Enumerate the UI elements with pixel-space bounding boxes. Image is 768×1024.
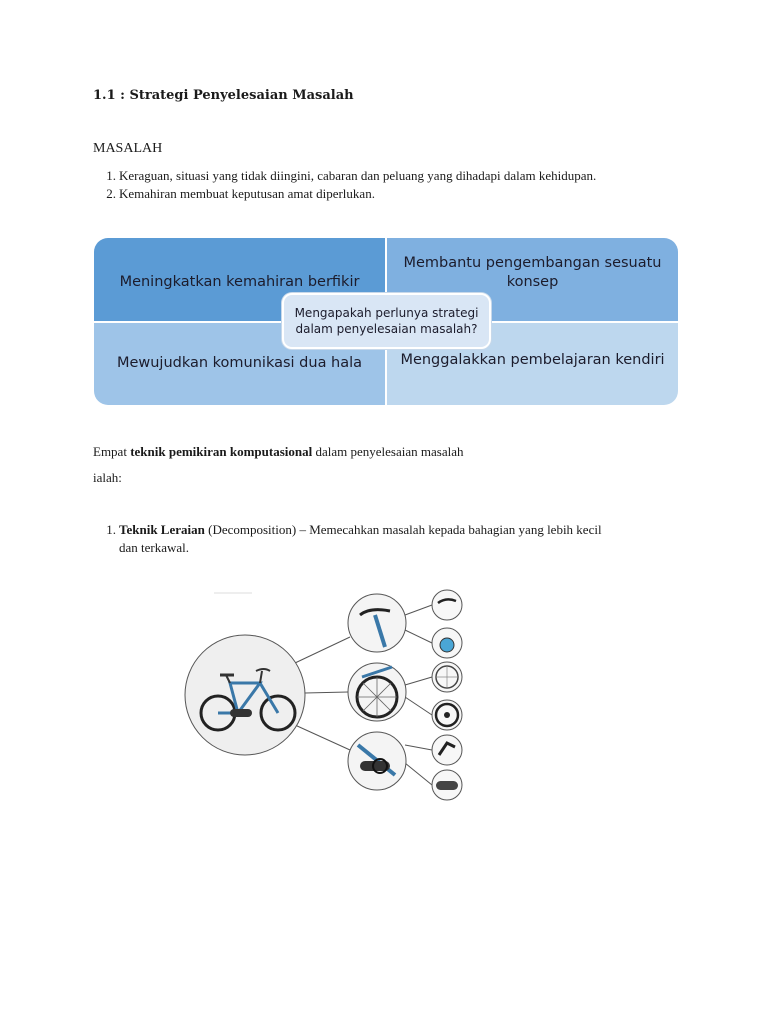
intro-pre: Empat: [93, 444, 131, 459]
list-item: [96, 186, 696, 204]
intro-paragraph: [93, 444, 463, 460]
bicycle-decomposition-icon: [180, 585, 480, 810]
diagram-bottom-left: Mewujudkan komunikasi dua hala: [94, 323, 385, 405]
diagram-top-left: Meningkatkan kemahiran berfikir: [94, 238, 385, 321]
section-label: MASALAH: [93, 141, 163, 156]
section-heading: 1.1 : Strategi Penyelesaian Masalah: [93, 88, 354, 103]
list-number: 1.: [106, 168, 116, 183]
intro-line2: ialah:: [93, 470, 122, 485]
intro-bold: teknik pemikiran komputasional: [130, 444, 313, 459]
technique-number: 1.: [106, 522, 116, 537]
list-text: Kemahiran membuat keputusan amat diperlukan.: [119, 186, 375, 201]
list-number: 2.: [106, 186, 116, 201]
list-item: [96, 168, 696, 186]
technique-line2: dan terkawal.: [119, 540, 190, 555]
technique-name: Teknik Leraian: [119, 522, 205, 537]
diagram-center-question: Mengapakah perlunya strategi dalam penyelesaian masalah?: [282, 293, 491, 349]
technique-item: [96, 522, 696, 558]
technique-text: [119, 522, 602, 538]
list-text: Keraguan, situasi yang tidak diingini, cabaran dan peluang yang dihadapi dalam kehidupan.: [119, 168, 597, 183]
diagram-top-right: Membantu pengembangan sesuatu konsep: [387, 238, 678, 321]
intro-post: dalam penyelesaian masalah: [312, 444, 464, 459]
technique-desc: (Decomposition) – Memecahkan masalah kepada bahagian yang lebih kecil: [204, 522, 602, 537]
diagram-bottom-right: Menggalakkan pembelajaran kendiri: [387, 323, 678, 405]
